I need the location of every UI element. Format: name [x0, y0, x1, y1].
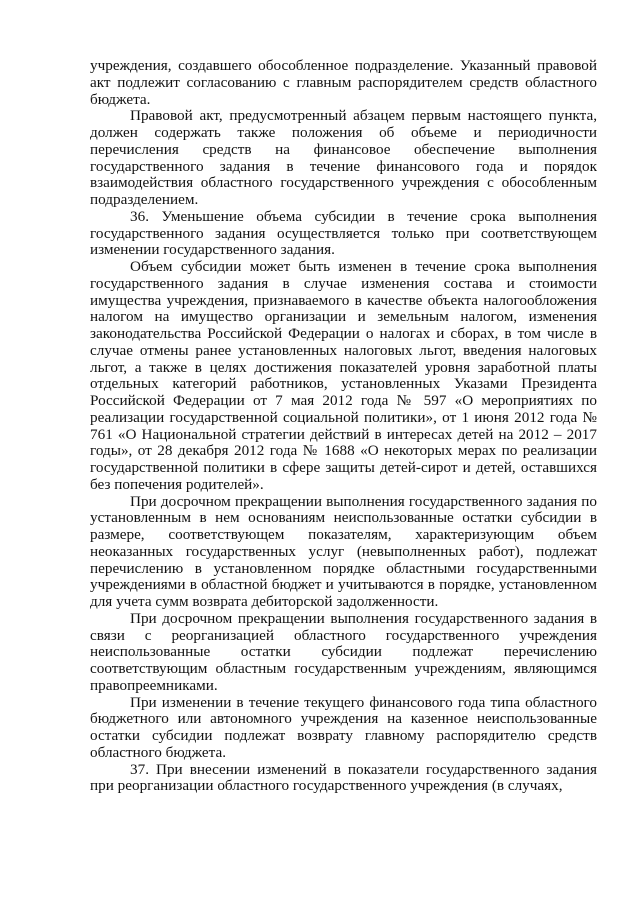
paragraph-legal-act: Правовой акт, предусмотренный абзацем первым настоящего пункта, должен содержать также положения об объеме и периодичности перечисления средств на финансовое обеспечение выполнения государственного задания в течение финансового года и порядок взаимодействия областного государственного учреждения с обособленным подразделением.	[90, 107, 597, 208]
paragraph-subsidy-change: Объем субсидии может быть изменен в течение срока выполнения государственного задания в случае изменения состава и стоимости имущества учреждения, признаваемого в качестве объекта налогообложения налогом на имущество организации и земельным налогом, изменения законодательства Российской Федерации о налогах и сборах, в том числе в случае отмены ранее установленных налоговых льгот, введения налоговых льгот, а также в целях достижения показателей уровня заработной платы отдельных категорий работников, установленных Указами Президента Российской Федерации от 7 мая 2012 года № 597 «О мероприятиях по реализации государственной социальной политики», от 1 июня 2012 года № 761 «О Национальной стратегии действий в интересах детей на 2012 – 2017 годы», от 28 декабря 2012 года № 1688 «О некоторых мерах по реализации государственной политики в сфере защиты детей-сирот и детей, оставшихся без попечения родителей».	[90, 258, 597, 493]
paragraph-type-change: При изменении в течение текущего финансового года типа областного бюджетного или автономного учреждения на казенное неиспользованные остатки субсидии подлежат возврату главному распорядителю средств областного бюджета.	[90, 693, 597, 761]
document-page	[90, 58, 597, 795]
paragraph-early-termination: При досрочном прекращении выполнения государственного задания по установленным в нем основаниям неиспользованные остатки субсидии в размере, соответствующем показателям, характеризующим объем неоказанных государственных услуг (невыполненных работ), подлежат перечислению в установленном порядке областными государственными учреждениями в областной бюджет и учитываются в порядке, установленном для учета сумм возврата дебиторской задолженности.	[90, 492, 597, 610]
paragraph-reorganization: При досрочном прекращении выполнения государственного задания в связи с реорганизацией областного государственного учреждения неиспользованные остатки субсидии подлежат перечислению соответствующим областным государственным учреждениям, являющимся правопреемниками.	[90, 609, 597, 694]
paragraph-item-36: 36. Уменьшение объема субсидии в течение срока выполнения государственного задания осуществляется только при соответствующем изменении государственного задания.	[90, 207, 597, 259]
paragraph-item-37: 37. При внесении изменений в показатели государственного задания при реорганизации областного государственного учреждения (в случаях,	[90, 760, 597, 795]
paragraph-continuation: учреждения, создавшего обособленное подразделение. Указанный правовой акт подлежит согласованию с главным распорядителем средств областного бюджета.	[90, 57, 597, 108]
